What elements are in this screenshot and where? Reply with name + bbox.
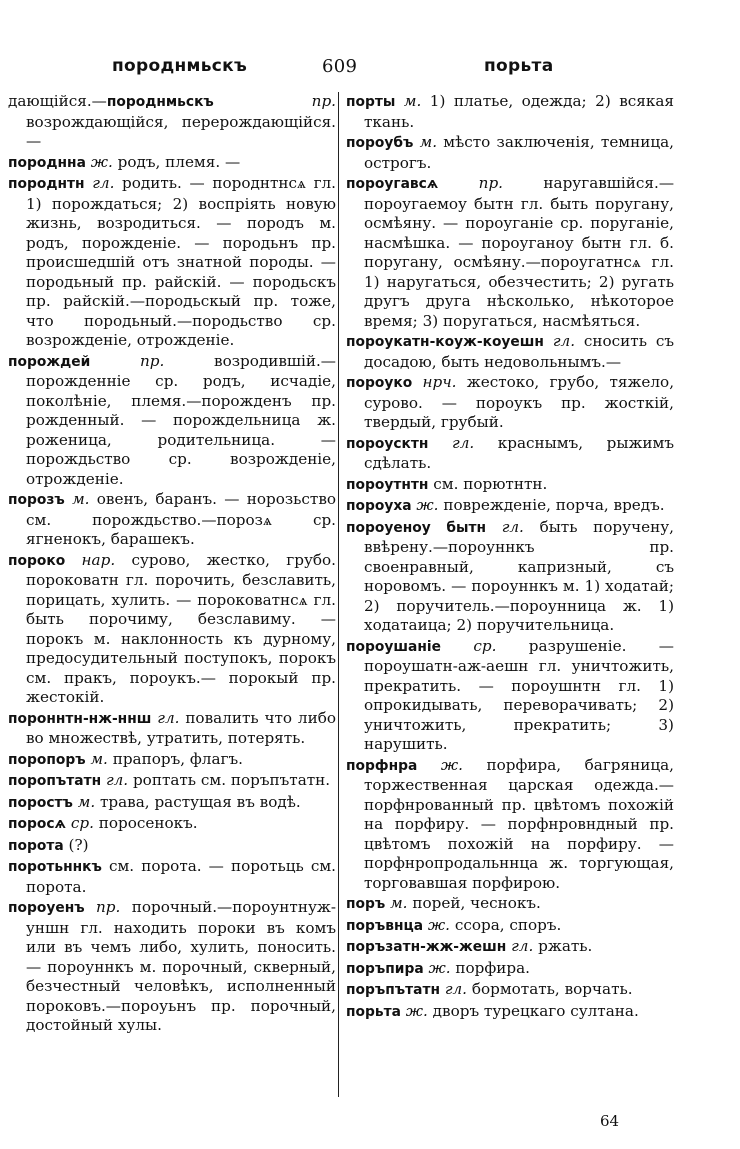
dictionary-entry	[346, 937, 674, 958]
dictionary-entry	[8, 771, 336, 792]
dictionary-entry	[346, 959, 674, 980]
entry-definition: быть поручену, ввѣрену.—пороуннкъ пр. своенравный, капризный, съ норовомъ. — пороуннкъ м. 1) ходатай; 2) поручитель.—пороунница ж. 1) ходатаица; 2) поручительница.	[364, 517, 674, 634]
entry-grammar-label: м.	[390, 894, 408, 912]
entry-grammar-label: пр.	[139, 351, 165, 370]
dictionary-entry	[8, 709, 336, 749]
entry-definition: возрождающійся, перерождающійся.—	[26, 112, 336, 150]
entry-headword: поръпира	[346, 960, 424, 977]
entry-headword: пороуха	[346, 498, 412, 514]
dictionary-entry	[346, 174, 674, 331]
entry-definition: жестоко, грубо, тяжело, сурово. — пороукъ пр. жосткій, твердый, грубый.	[364, 373, 675, 431]
entry-definition: порочный.—пороунтнуж-уншн гл. находить пороки въ комъ или въ чемъ либо, хулить, поносить. — пороуннкъ м. порочный, скверный, безчестный человѣкъ, исполненный пороковъ.—пороуьнъ пр. порочный, достойный хулы.	[26, 898, 336, 1034]
entry-headword: пороутнтн	[346, 476, 429, 493]
entry-headword: пороубъ	[346, 135, 414, 151]
running-header	[0, 52, 740, 82]
entry-definition: см. порота. — поротьць см. порота.	[26, 857, 337, 896]
dictionary-entry	[8, 153, 336, 174]
dictionary-entry	[346, 894, 674, 915]
dictionary-entry	[346, 373, 674, 433]
entry-definition: ссора, споръ.	[454, 915, 562, 934]
entry-grammar-label: м.	[77, 792, 96, 811]
entry-definition: поросенокъ.	[98, 814, 198, 832]
entry-headword: порьта	[346, 1003, 401, 1020]
dictionary-entry	[346, 475, 674, 496]
header-right-headword: порьтa	[484, 56, 554, 76]
entry-grammar-label: пр.	[478, 174, 504, 192]
entry-headword: поръ	[346, 896, 386, 912]
dictionary-entry	[8, 490, 336, 550]
entry-definition: ржать.	[538, 937, 593, 955]
entry-grammar-label: нар.	[81, 550, 116, 569]
entry-grammar-label: гл.	[452, 433, 475, 452]
signature-mark: 64	[600, 1112, 620, 1130]
entry-definition: дворъ турецкаго султана.	[432, 1001, 639, 1020]
entry-definition: трава, растущая въ водѣ.	[100, 792, 301, 811]
entry-definition: порфира.	[455, 958, 531, 977]
entry-grammar-label: ж.	[90, 152, 113, 171]
entry-grammar-label: ж.	[405, 1001, 428, 1020]
entry-definition: разрушеніе. — пороушатн-аж-аешн гл. уничтожить, прекратить. — пороушнтн гл. 1) опрокидывать, переворачивать; 2) уничтожить, прекратить; 3) нарушить.	[364, 636, 674, 753]
dictionary-entry	[346, 756, 674, 894]
dictionary-entry	[346, 518, 674, 636]
entry-headword: поропътатн	[8, 773, 102, 789]
entry-headword: порождей	[8, 353, 91, 370]
entry-grammar-label: ж.	[416, 496, 439, 514]
entry-grammar-label: гл.	[552, 332, 576, 350]
entry-grammar-label: м.	[72, 490, 90, 508]
entry-definition: 1) платье, одежда; 2) всякая ткань.	[364, 92, 675, 131]
entry-definition: краснымъ, рыжимъ сдѣлать.	[364, 433, 675, 472]
entry-headword: пороуеноу бытн	[346, 519, 487, 536]
entry-grammar-label: гл.	[157, 708, 180, 727]
left-column	[8, 92, 336, 1037]
entry-headword: пороннтн-нж-ннш	[8, 710, 152, 727]
entry-grammar-label: м.	[403, 92, 422, 110]
entry-grammar-label: ж.	[428, 958, 451, 977]
entry-grammar-label: м.	[90, 749, 108, 768]
entry-headword: порты	[346, 94, 396, 110]
entry-grammar-label: гл.	[511, 937, 534, 955]
entry-grammar-label: м.	[419, 133, 438, 151]
entry-lead-text: дающійся.—	[8, 92, 107, 110]
entry-headword: поротьннкъ	[8, 859, 102, 875]
entry-headword: порота	[8, 837, 64, 854]
dictionary-entry	[346, 496, 674, 517]
entry-definition: поврежденіе, порча, вредъ.	[443, 496, 665, 514]
dictionary-entry	[346, 133, 674, 173]
entry-definition: овенъ, баранъ. — норозьство см. порождьство.—порозѧ ср. ягненокъ, барашекъ.	[26, 490, 337, 548]
entry-grammar-label: ж.	[427, 915, 450, 934]
entry-definition: порфира, багряница, торжественная царская одежда.—порфнрованный пр. цвѣтомъ похожій на порфиру. — порфнровндный пр. цвѣтомъ похожій на порфиру. — порфнропродальннца ж. торгующая, торговавшая порфирою.	[364, 755, 674, 892]
entry-headword: поросѧ	[8, 816, 67, 832]
entry-headword: поростъ	[8, 794, 73, 811]
entry-headword: пороушаніе	[346, 638, 441, 655]
entry-grammar-label: гл.	[444, 980, 468, 998]
entry-grammar-label: гл.	[105, 771, 129, 789]
dictionary-entry	[346, 637, 674, 755]
entry-headword: порфнра	[346, 757, 418, 774]
dictionary-entry	[8, 857, 336, 897]
dictionary-entry	[8, 793, 336, 814]
entry-headword: пороуко	[346, 375, 413, 391]
dictionary-entry	[346, 92, 674, 132]
entry-headword: пороугавсѧ	[346, 176, 439, 192]
page-number: 609	[322, 56, 358, 77]
dictionary-entry	[8, 814, 336, 835]
dictionary-entry	[8, 174, 336, 351]
entry-headword: породнтн	[8, 176, 85, 192]
entry-grammar-label: ж.	[440, 755, 463, 774]
entry-headword: породнна	[8, 154, 86, 171]
dictionary-entry	[346, 980, 674, 1001]
entry-headword: пороуенъ	[8, 900, 85, 916]
dictionary-entry	[346, 916, 674, 937]
dictionary-entry	[8, 750, 336, 771]
dictionary-entry	[8, 352, 336, 490]
entry-definition: роптать см. поръпътатн.	[132, 771, 331, 789]
entry-grammar-label: ср.	[473, 636, 497, 655]
entry-definition: см. порютнтн.	[433, 474, 548, 493]
entry-grammar-label: нрч.	[422, 373, 457, 391]
dictionary-entry	[8, 551, 336, 708]
entry-definition: порей, чеснокъ.	[412, 894, 541, 912]
entry-definition: (?)	[68, 835, 89, 854]
entry-definition: наругавшійся.—пороугаемоу бытн гл. быть поругану, осмѣяну. — пороуганіе ср. поруганіе, насмѣшка. — пороуганоу бытн гл. б. поругану, осмѣяну.—пороугатнсѧ гл. 1) наругаться, обезчестить; 2) ругать другъ друга нѣсколько, нѣкоторое время; 3) поругаться, насмѣяться.	[364, 174, 675, 330]
entry-headword: пороукатн-коуж-коуешн	[346, 334, 544, 350]
right-column	[346, 92, 674, 1023]
entry-definition: бормотать, ворчать.	[471, 980, 633, 998]
entry-grammar-label: пр.	[96, 898, 121, 916]
entry-definition: прапоръ, флагъ.	[112, 749, 243, 768]
dictionary-entry	[346, 1002, 674, 1023]
entry-grammar-label: гл.	[92, 174, 115, 192]
entry-headword: поръпътатн	[346, 982, 440, 998]
entry-headword: порозъ	[8, 492, 65, 508]
column-divider	[338, 92, 339, 1097]
entry-grammar-label: ср.	[70, 814, 94, 832]
entry-headword: поръвнца	[346, 917, 424, 934]
entry-definition: мѣсто заключенія, темница, острогъ.	[364, 133, 675, 172]
entry-headword: поропоръ	[8, 751, 86, 768]
entry-headword: породнмьскъ	[106, 94, 214, 110]
entry-headword: пороусктн	[346, 435, 429, 452]
entry-definition: возродившій.—порожденніе ср. родъ, исчадіе, поколѣніе, племя.—порожденъ пр. рожденный. — порождельница ж. роженица, родительница. — порождьство ср. возрожденіе, отрожденіе.	[26, 351, 336, 488]
entry-definition: родъ, племя. —	[117, 152, 241, 171]
dictionary-entry	[8, 898, 336, 1036]
header-left-headword: породнмьскъ	[112, 56, 248, 76]
entry-grammar-label: гл.	[501, 517, 524, 536]
entry-definition: сурово, жестко, грубо. пороковатн гл. порочить, безславить, порицать, хулить. — пороковатнсѧ гл. быть порочиму, безславиму. — порокъ м. наклонность къ дурному, предосудительный поступокъ, порокъ см. пракъ, пороукъ.— порокый пр. жестокій.	[26, 550, 337, 706]
entry-grammar-label: пр.	[311, 92, 336, 110]
dictionary-entry	[8, 836, 336, 857]
entry-definition: повалить что либо во множествѣ, утратить, потерять.	[26, 708, 336, 747]
dictionary-entry	[8, 92, 336, 152]
entry-definition: сносить съ досадою, быть недовольнымъ.—	[364, 332, 675, 371]
dictionary-entry	[346, 332, 674, 372]
entry-headword: пороко	[8, 552, 66, 569]
entry-headword: поръзатн-жж-жешн	[346, 939, 507, 955]
entry-definition: родить. — породнтнсѧ гл. 1) порождаться; 2) воспріять новую жизнь, возродиться. — породъ м. родъ, порожденіе. — породьнъ пр. происшедшій отъ знатной породы. — породьный пр. райскій. — породьскъ пр. райскій.—породьскый пр. тоже, что породьный.—породьство ср. возрожденіе, отрожденіе.	[26, 174, 337, 349]
dictionary-entry	[346, 434, 674, 474]
